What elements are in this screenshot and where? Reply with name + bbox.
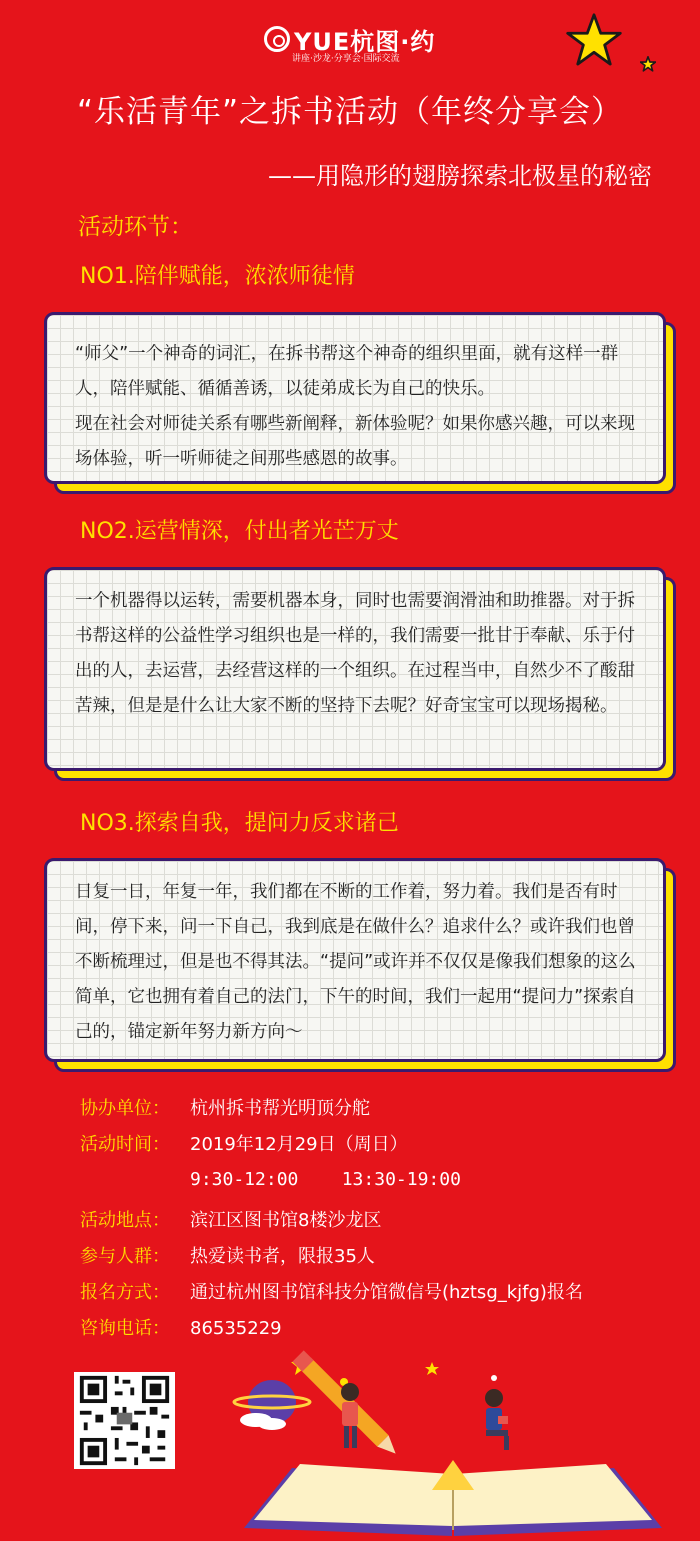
brand-tagline: 讲座·沙龙·分享会·国际交流 [292, 54, 400, 64]
info-label: 报名方式： [80, 1282, 170, 1303]
info-signup [80, 1278, 583, 1304]
paragraph: 现在社会对师徒关系有哪些新阐释，新体验呢？如果你感兴趣，可以来现场体验，听一听师徒之间那些感恩的故事。 [75, 414, 635, 469]
info-audience [80, 1242, 375, 1268]
info-value: 86535229 [190, 1318, 282, 1339]
small-star-icon [640, 56, 656, 72]
paragraph: 日复一日，年复一年，我们都在不断的工作着，努力着。我们是否有时间，停下来，问一下自己，我到底是在做什么？追求什么？或许我们也曾不断梳理过，但是也不得其法。“提问”或许并不仅仅是像我们想象的这么简单，它也拥有着自己的法门，下午的时间，我们一起用“提问力”探索自己的，锚定新年努力新方向～ [75, 882, 636, 1042]
info-value: 滨江区图书馆8楼沙龙区 [190, 1210, 382, 1231]
info-time-slots: 9:30-12:00 13:30-19:00 [190, 1169, 461, 1190]
section-card-2 [44, 567, 666, 771]
section-heading-1: NO1.陪伴赋能，浓浓师徒情 [80, 264, 355, 289]
info-label: 参与人群： [80, 1246, 170, 1267]
card-text [75, 584, 643, 724]
section-card-1 [44, 312, 666, 484]
brand-logo [264, 24, 464, 64]
paragraph: 一个机器得以运转，需要机器本身，同时也需要润滑油和助推器。对于拆书帮这样的公益性学习组织也是一样的，我们需要一批甘于奉献、乐于付出的人，去运营，去经营这样的一个组织。在过程当中，自然少不了酸甜苦辣，但是是什么让大家不断的坚持下去呢？好奇宝宝可以现场揭秘。 [75, 591, 635, 716]
card-text [75, 337, 643, 477]
section-label: 活动环节： [78, 214, 193, 240]
info-time [80, 1130, 408, 1156]
star-icon [566, 12, 622, 68]
card-text [75, 875, 643, 1050]
info-label: 活动时间： [80, 1134, 170, 1155]
card-body [44, 858, 666, 1062]
section-card-3 [44, 858, 666, 1062]
card-body [44, 567, 666, 771]
info-label: 协办单位： [80, 1098, 170, 1119]
info-value: 2019年12月29日（周日） [190, 1134, 408, 1155]
info-value: 杭州拆书帮光明顶分舵 [190, 1098, 370, 1119]
brand-name: YUE杭图·约 [294, 28, 436, 56]
paragraph: “师父”一个神奇的词汇，在拆书帮这个神奇的组织里面，就有这样一群人，陪伴赋能、循循善诱，以徒弟成长为自己的快乐。 [75, 344, 619, 399]
page-title: “乐活青年”之拆书活动（年终分享会） [76, 94, 624, 130]
info-organizer [80, 1094, 370, 1120]
info-phone [80, 1314, 282, 1340]
info-value: 通过杭州图书馆科技分馆微信号(hztsg_kjfg)报名 [190, 1282, 583, 1303]
qr-code-icon[interactable] [74, 1372, 175, 1469]
info-label: 咨询电话： [80, 1318, 170, 1339]
info-location [80, 1206, 381, 1232]
section-heading-2: NO2.运营情深，付出者光芒万丈 [80, 519, 399, 544]
logo-mark-icon [264, 26, 290, 52]
section-heading-3: NO3.探索自我，提问力反求诸己 [80, 811, 399, 836]
info-label: 活动地点： [80, 1210, 170, 1231]
book-illustration [232, 1340, 677, 1540]
page-subtitle: ——用隐形的翅膀探索北极星的秘密 [268, 162, 652, 190]
info-value: 热爱读书者，限报35人 [190, 1246, 375, 1267]
card-body [44, 312, 666, 484]
